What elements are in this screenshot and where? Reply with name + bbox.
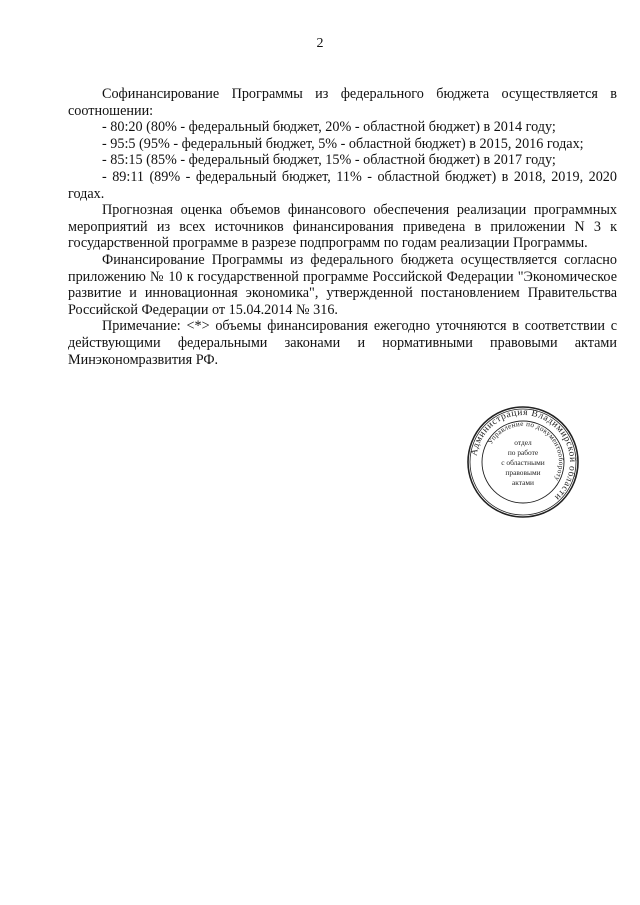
stamp-center-line-5: актами [511, 478, 535, 487]
document-body [68, 86, 617, 368]
paragraph-forecast: Прогнозная оценка объемов финансового обеспечения реализации программных мероприятий из всех источников финансирования приведена в приложении N 3 к государственной программе в разрезе подпрограмм по годам реализации Программы. [68, 202, 617, 252]
page-number: 2 [316, 36, 324, 51]
stamp-outer-text: Администрация Владимирской области [469, 407, 578, 503]
paragraph-cofinancing: Софинансирование Программы из федерального бюджета осуществляется в соотношении: [68, 86, 617, 119]
stamp-center-line-2: по работе [507, 448, 539, 457]
stamp-center-line-1: отдел [514, 438, 532, 447]
paragraph-federal-financing: Финансирование Программы из федерального бюджета осуществляется согласно приложению № 10 к государственной программе Российской Федерации "Экономическое развитие и инновационная экономика", утвержденной постановлением Правительства Российской Федерации от 15.04.2014 № 316. [68, 251, 617, 318]
ratio-item-2017: - 85:15 (85% - федеральный бюджет, 15% - областной бюджет) в 2017 году; [102, 152, 556, 169]
paragraph-note: Примечание: <*> объемы финансирования ежегодно уточняются в соответствии с действующими федеральными законами и нормативными правовыми актами Минэкономразвития РФ. [68, 318, 617, 368]
official-stamp [466, 405, 580, 519]
stamp-center-line-4: правовыми [505, 468, 541, 477]
stamp-center-line-3: с областными [501, 458, 545, 467]
stamp-inner-text: Управление по документообороту [486, 419, 566, 483]
ratio-item-2015-2016: - 95:5 (95% - федеральный бюджет, 5% - областной бюджет) в 2015, 2016 годах; [102, 135, 584, 152]
ratio-item-2018-2020: - 89:11 (89% - федеральный бюджет, 11% - областной бюджет) в 2018, 2019, 2020 годах. [68, 168, 617, 202]
ratio-item-2014: - 80:20 (80% - федеральный бюджет, 20% - областной бюджет) в 2014 году; [102, 119, 556, 136]
